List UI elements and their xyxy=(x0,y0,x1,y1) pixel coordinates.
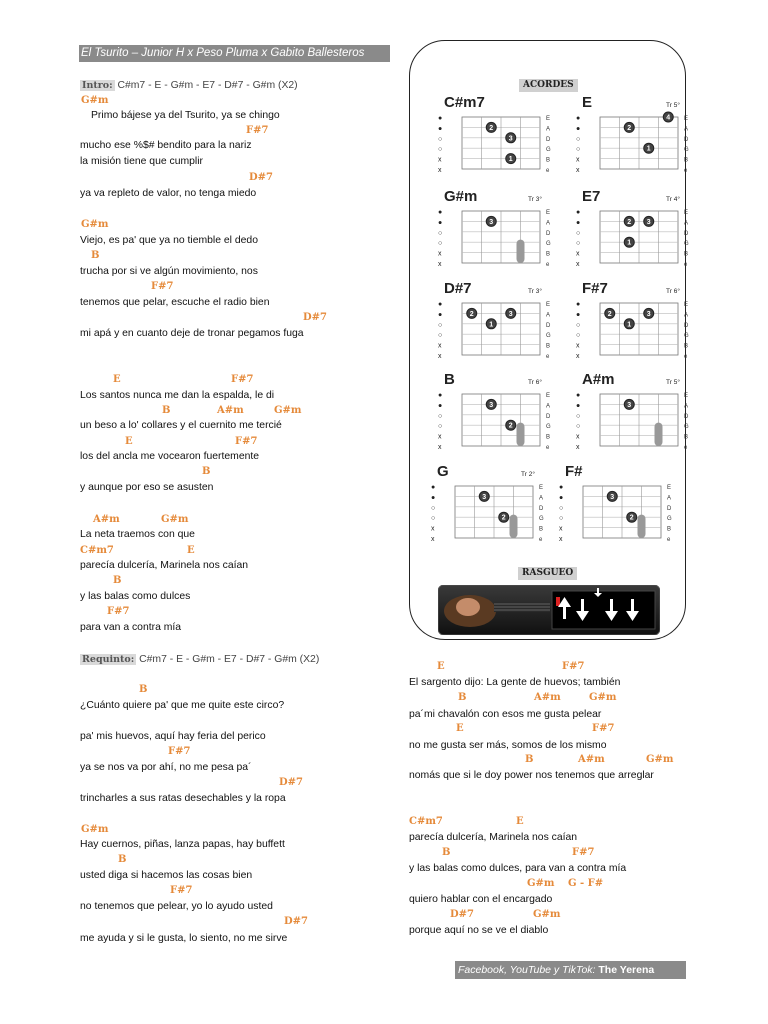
svg-text:B: B xyxy=(684,157,689,164)
lyric-line: Primo bájese ya del Tsurito, ya se chingo xyxy=(91,110,280,121)
chord-name: B xyxy=(444,371,455,388)
svg-text:○: ○ xyxy=(576,332,581,340)
svg-text:B: B xyxy=(546,343,551,350)
svg-text:G: G xyxy=(684,424,689,431)
lyric-line: pa´mi chavalón con esos me gusta pelear xyxy=(409,709,602,720)
svg-text:e: e xyxy=(684,262,688,268)
lyric-line: usted diga si hacemos las cosas bien xyxy=(80,870,253,881)
svg-text:●: ● xyxy=(431,484,436,491)
chord: F#7 xyxy=(562,661,585,672)
chord: B xyxy=(139,684,148,695)
chord: D#7 xyxy=(279,777,304,788)
chord-diagram xyxy=(570,279,698,367)
footer-name: The Yerena xyxy=(598,964,655,976)
footer-credit xyxy=(455,961,686,979)
svg-text:A: A xyxy=(667,495,672,502)
lyric-line: nomás que si le doy power nos tenemos que arreglar xyxy=(409,770,654,781)
svg-text:A: A xyxy=(539,495,544,502)
lyric-line: para van a contra mía xyxy=(80,622,182,633)
svg-text:E: E xyxy=(539,485,544,491)
svg-text:1: 1 xyxy=(508,156,513,164)
svg-text:x: x xyxy=(438,261,442,268)
chord-name: G#m xyxy=(444,188,478,205)
svg-text:○: ○ xyxy=(438,332,443,340)
svg-text:○: ○ xyxy=(431,515,436,523)
svg-text:x: x xyxy=(576,261,580,268)
chord-name: G xyxy=(437,463,449,480)
acordes-label: ACORDES xyxy=(519,79,578,92)
lyric-line: la misión tiene que cumplir xyxy=(80,156,204,167)
svg-text:x: x xyxy=(438,444,442,451)
fret-label: Tr 2° xyxy=(521,471,535,478)
lyric-line: tenemos que pelar, escuche el radio bien xyxy=(80,297,270,308)
svg-text:D: D xyxy=(539,505,544,512)
lyric-line: pa' mis huevos, aquí hay feria del perico xyxy=(80,731,266,742)
svg-text:B: B xyxy=(684,343,689,350)
svg-text:2: 2 xyxy=(501,514,506,522)
svg-text:●: ● xyxy=(576,219,581,227)
svg-text:G: G xyxy=(667,516,672,523)
svg-text:●: ● xyxy=(576,311,581,319)
svg-text:x: x xyxy=(576,342,580,350)
svg-text:○: ○ xyxy=(559,515,564,523)
chord-diagram xyxy=(432,187,560,275)
fret-label: Tr 5° xyxy=(666,379,680,386)
svg-text:D: D xyxy=(546,413,551,420)
svg-text:D: D xyxy=(684,136,689,143)
chord: D#7 xyxy=(303,312,328,323)
chord-name: C#m7 xyxy=(444,94,485,111)
svg-text:●: ● xyxy=(438,402,443,410)
svg-text:E: E xyxy=(667,485,672,491)
lyric-line: La neta traemos con que xyxy=(80,529,195,540)
svg-text:E: E xyxy=(546,302,551,308)
svg-text:A: A xyxy=(546,126,551,133)
svg-text:1: 1 xyxy=(627,321,632,329)
chord: B xyxy=(202,466,211,477)
svg-text:A: A xyxy=(546,312,551,319)
chord: B xyxy=(458,692,467,703)
chord-diagram xyxy=(425,462,553,550)
svg-text:E: E xyxy=(684,210,689,216)
svg-text:E: E xyxy=(546,116,551,122)
svg-text:○: ○ xyxy=(576,412,581,420)
svg-text:3: 3 xyxy=(482,493,487,501)
svg-text:D: D xyxy=(546,230,551,237)
svg-text:D: D xyxy=(546,322,551,329)
fret-label: Tr 5° xyxy=(666,102,680,109)
song-title: El Tsurito – Junior H x Peso Pluma x Gabito Ballesteros xyxy=(79,45,390,62)
svg-text:○: ○ xyxy=(431,504,436,512)
intro-label: Intro: xyxy=(82,80,113,91)
lyric-line: y las balas como dulces xyxy=(80,591,191,602)
svg-text:●: ● xyxy=(576,402,581,410)
svg-text:3: 3 xyxy=(489,218,494,226)
lyric-line: mucho ese %$# bendito para la nariz xyxy=(80,140,252,151)
chord: G#m xyxy=(589,692,617,703)
svg-text:x: x xyxy=(559,536,563,543)
lyric-line: los del ancla me vocearon fuertemente xyxy=(80,451,260,462)
svg-text:3: 3 xyxy=(508,310,513,318)
fret-label: Tr 6° xyxy=(666,288,680,295)
lyric-line: no me gusta ser más, somos de los mismo xyxy=(409,740,607,751)
svg-text:○: ○ xyxy=(576,146,581,154)
lyric-line: Los santos nunca me dan la espalda, le di xyxy=(80,390,275,401)
rasgueo-label: RASGUEO xyxy=(518,567,577,580)
chord: A#m xyxy=(217,405,244,416)
svg-text:3: 3 xyxy=(646,218,651,226)
svg-text:G: G xyxy=(684,333,689,340)
svg-text:x: x xyxy=(438,250,442,258)
svg-text:○: ○ xyxy=(576,229,581,237)
svg-text:●: ● xyxy=(438,209,443,216)
chord-name: E7 xyxy=(582,188,601,205)
svg-text:●: ● xyxy=(438,301,443,308)
svg-text:○: ○ xyxy=(438,412,443,420)
svg-text:3: 3 xyxy=(508,135,513,143)
svg-text:B: B xyxy=(546,157,551,164)
svg-text:G: G xyxy=(546,241,551,248)
lyric-line: me ayuda y si le gusta, lo siento, no me sirve xyxy=(80,933,288,944)
fret-label: Tr 3° xyxy=(528,196,542,203)
chord: D#7 xyxy=(450,909,475,920)
chord: C#m7 xyxy=(80,545,114,556)
svg-text:3: 3 xyxy=(627,401,632,409)
lyric-line: ¿Cuánto quiere pa' que me quite este circo? xyxy=(80,700,285,711)
chord: F#7 xyxy=(246,125,269,136)
svg-text:●: ● xyxy=(576,209,581,216)
requinto-progression: C#m7 - E - G#m - E7 - D#7 - G#m (X2) xyxy=(139,654,320,665)
svg-text:●: ● xyxy=(559,494,564,502)
svg-text:G: G xyxy=(684,147,689,154)
svg-text:E: E xyxy=(684,393,689,399)
svg-text:e: e xyxy=(684,445,688,451)
strumming-pattern xyxy=(438,585,660,635)
lyric-line: parecía dulcería, Marinela nos caían xyxy=(409,832,578,843)
chord-diagram xyxy=(570,93,698,181)
svg-text:2: 2 xyxy=(489,124,494,132)
chord: F#7 xyxy=(170,885,193,896)
svg-text:e: e xyxy=(684,168,688,174)
fret-label: Tr 6° xyxy=(528,379,542,386)
svg-text:x: x xyxy=(438,156,442,164)
svg-text:A: A xyxy=(546,220,551,227)
svg-text:x: x xyxy=(576,433,580,441)
svg-text:●: ● xyxy=(438,311,443,319)
svg-text:G: G xyxy=(546,424,551,431)
chord-diagram xyxy=(432,370,560,458)
svg-text:●: ● xyxy=(576,392,581,399)
svg-text:x: x xyxy=(431,525,435,533)
svg-text:2: 2 xyxy=(508,422,513,430)
chord: D#7 xyxy=(284,916,309,927)
svg-text:D: D xyxy=(684,413,689,420)
svg-text:D: D xyxy=(667,505,672,512)
svg-text:x: x xyxy=(431,536,435,543)
lyric-line: no tenemos que pelear, yo lo ayudo usted xyxy=(80,901,273,912)
chord: G#m xyxy=(161,514,189,525)
chord: G - F# xyxy=(568,878,604,889)
chord: B xyxy=(118,854,127,865)
svg-text:2: 2 xyxy=(629,514,634,522)
svg-text:x: x xyxy=(438,167,442,174)
chord: E xyxy=(437,661,445,672)
svg-text:G: G xyxy=(684,241,689,248)
svg-text:G: G xyxy=(539,516,544,523)
svg-text:e: e xyxy=(546,262,550,268)
chord: E xyxy=(456,723,464,734)
svg-text:x: x xyxy=(438,433,442,441)
lyric-line: Viejo, es pa' que ya no tiemble el dedo xyxy=(80,235,258,246)
lyric-line: y las balas como dulces, para van a contra mía xyxy=(409,863,627,874)
svg-text:1: 1 xyxy=(627,239,632,247)
svg-text:B: B xyxy=(684,434,689,441)
chord: A#m xyxy=(534,692,561,703)
chord: D#7 xyxy=(249,172,274,183)
chord-name: A#m xyxy=(582,371,615,388)
chord: F#7 xyxy=(231,374,254,385)
svg-text:E: E xyxy=(684,302,689,308)
svg-text:x: x xyxy=(576,156,580,164)
chord: E xyxy=(187,545,195,556)
svg-text:D: D xyxy=(684,322,689,329)
svg-text:3: 3 xyxy=(610,493,615,501)
intro-progression: C#m7 - E - G#m - E7 - D#7 - G#m (X2) xyxy=(117,80,298,91)
svg-text:e: e xyxy=(539,537,543,543)
svg-text:3: 3 xyxy=(489,401,494,409)
chord: G#m xyxy=(533,909,561,920)
svg-text:○: ○ xyxy=(438,240,443,248)
svg-text:e: e xyxy=(546,354,550,360)
svg-text:A: A xyxy=(684,312,689,319)
chord: A#m xyxy=(93,514,120,525)
svg-text:A: A xyxy=(684,126,689,133)
svg-text:4: 4 xyxy=(666,114,671,122)
chord: E xyxy=(125,436,133,447)
svg-text:○: ○ xyxy=(576,321,581,329)
lyric-line: El sargento dijo: La gente de huevos; también xyxy=(409,677,621,688)
svg-text:B: B xyxy=(684,251,689,258)
svg-text:○: ○ xyxy=(438,135,443,143)
svg-text:A: A xyxy=(684,220,689,227)
svg-text:x: x xyxy=(576,167,580,174)
svg-text:●: ● xyxy=(438,125,443,133)
chord: B xyxy=(113,575,122,586)
svg-text:○: ○ xyxy=(576,423,581,431)
lyric-line: parecía dulcería, Marinela nos caían xyxy=(80,560,249,571)
svg-text:e: e xyxy=(667,537,671,543)
svg-text:e: e xyxy=(684,354,688,360)
chord-name: F#7 xyxy=(582,280,608,297)
svg-text:○: ○ xyxy=(576,135,581,143)
svg-text:○: ○ xyxy=(438,321,443,329)
svg-text:2: 2 xyxy=(607,310,612,318)
svg-text:●: ● xyxy=(438,115,443,122)
svg-text:x: x xyxy=(576,444,580,451)
svg-text:●: ● xyxy=(438,219,443,227)
svg-text:3: 3 xyxy=(646,310,651,318)
chord: E xyxy=(113,374,121,385)
svg-text:2: 2 xyxy=(469,310,474,318)
chord: B xyxy=(442,847,451,858)
chord: G#m xyxy=(81,95,109,106)
chord: G#m xyxy=(527,878,555,889)
svg-text:1: 1 xyxy=(489,321,494,329)
svg-text:e: e xyxy=(546,168,550,174)
svg-text:●: ● xyxy=(576,125,581,133)
lyric-line: trucha por si ve algún movimiento, nos xyxy=(80,266,258,277)
intro-line xyxy=(80,79,298,92)
fret-label: Tr 4° xyxy=(666,196,680,203)
svg-text:A: A xyxy=(546,403,551,410)
svg-text:○: ○ xyxy=(438,229,443,237)
lyric-line: porque aquí no se ve el diablo xyxy=(409,925,549,936)
lyric-line: quiero hablar con el encargado xyxy=(409,894,553,905)
svg-text:○: ○ xyxy=(438,423,443,431)
svg-text:D: D xyxy=(684,230,689,237)
chord: G#m xyxy=(274,405,302,416)
fret-label: Tr 3° xyxy=(528,288,542,295)
svg-text:B: B xyxy=(539,526,544,533)
svg-text:E: E xyxy=(546,393,551,399)
svg-text:E: E xyxy=(684,116,689,122)
svg-text:●: ● xyxy=(438,392,443,399)
svg-text:B: B xyxy=(667,526,672,533)
svg-text:A: A xyxy=(684,403,689,410)
svg-text:○: ○ xyxy=(559,504,564,512)
chord-diagram xyxy=(553,462,681,550)
svg-text:E: E xyxy=(546,210,551,216)
svg-text:D: D xyxy=(546,136,551,143)
chord-diagram xyxy=(570,187,698,275)
lyric-line: Hay cuernos, piñas, lanza papas, hay buffett xyxy=(80,839,285,850)
lyric-line: ya va repleto de valor, no tenga miedo xyxy=(80,188,257,199)
chord: G#m xyxy=(81,219,109,230)
requinto-line xyxy=(80,653,319,666)
svg-text:●: ● xyxy=(576,115,581,122)
lyric-line: un beso a lo' collares y el cuernito me tercié xyxy=(80,420,282,431)
lyric-line: trincharles a sus ratas desechables y la ropa xyxy=(80,793,286,804)
svg-text:x: x xyxy=(576,353,580,360)
footer-prefix: Facebook, YouTube y TikTok: xyxy=(458,964,596,976)
chord: A#m xyxy=(578,754,605,765)
chord: B xyxy=(162,405,171,416)
svg-text:B: B xyxy=(546,251,551,258)
chord-name: F# xyxy=(565,463,583,480)
lyric-line: y aunque por eso se asusten xyxy=(80,482,214,493)
chord: F#7 xyxy=(235,436,258,447)
chord-name: E xyxy=(582,94,593,111)
svg-text:●: ● xyxy=(576,301,581,308)
requinto-label: Requinto: xyxy=(82,654,135,665)
chord-diagram xyxy=(570,370,698,458)
svg-text:G: G xyxy=(546,147,551,154)
svg-text:G: G xyxy=(546,333,551,340)
chord: B xyxy=(91,250,100,261)
chord: F#7 xyxy=(151,281,174,292)
svg-text:2: 2 xyxy=(627,124,632,132)
svg-text:●: ● xyxy=(559,484,564,491)
chord-name: D#7 xyxy=(444,280,472,297)
chord: C#m7 xyxy=(409,816,443,827)
svg-text:●: ● xyxy=(431,494,436,502)
lyric-line: ya se nos va por ahí, no me pesa pa´ xyxy=(80,762,252,773)
chord-diagram xyxy=(432,279,560,367)
svg-text:x: x xyxy=(438,342,442,350)
lyric-line: mi apá y en cuanto deje de tronar pegamos fuga xyxy=(80,328,304,339)
svg-text:x: x xyxy=(576,250,580,258)
chord: F#7 xyxy=(168,746,191,757)
svg-text:○: ○ xyxy=(438,146,443,154)
svg-text:○: ○ xyxy=(576,240,581,248)
svg-text:x: x xyxy=(559,525,563,533)
chord: B xyxy=(525,754,534,765)
chord-diagram xyxy=(432,93,560,181)
chord: E xyxy=(516,816,524,827)
chord: F#7 xyxy=(107,606,130,617)
chord: G#m xyxy=(81,824,109,835)
chord: F#7 xyxy=(572,847,595,858)
svg-text:B: B xyxy=(546,434,551,441)
svg-text:1: 1 xyxy=(646,145,651,153)
chord: F#7 xyxy=(592,723,615,734)
svg-text:e: e xyxy=(546,445,550,451)
svg-text:x: x xyxy=(438,353,442,360)
svg-text:2: 2 xyxy=(627,218,632,226)
chord: G#m xyxy=(646,754,674,765)
